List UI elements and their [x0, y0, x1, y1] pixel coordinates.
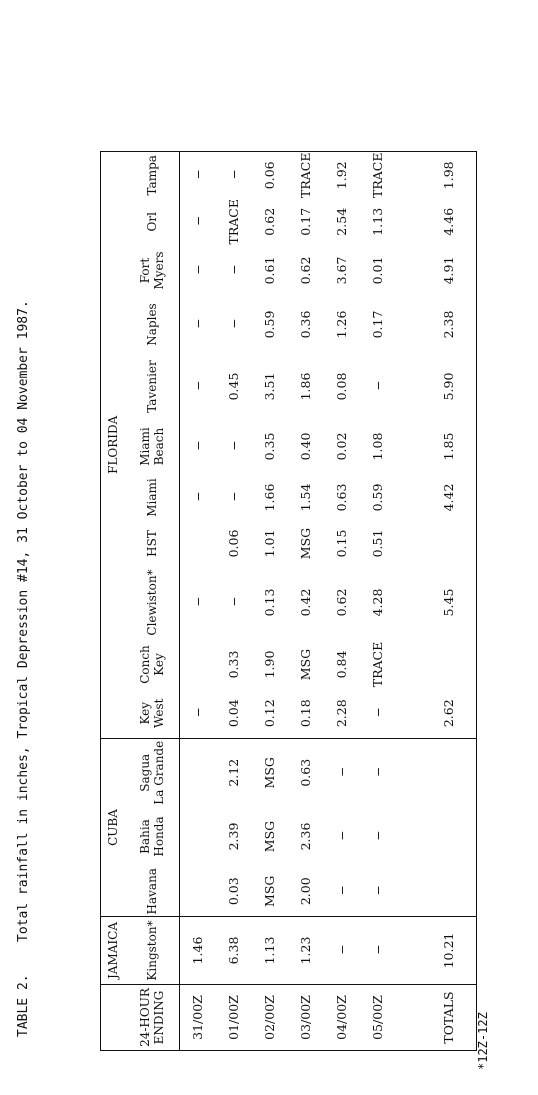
- table-cell: ---: [225, 321, 241, 328]
- column-header: [127, 689, 180, 739]
- table-cell: 0.62: [261, 207, 277, 236]
- spacer-cell: [396, 641, 422, 689]
- row-label: TOTALS: [440, 991, 456, 1044]
- spacer-cell: [396, 297, 422, 353]
- table-cell: ---: [189, 443, 205, 450]
- table-cell: [422, 739, 477, 807]
- table-cell: 1.66: [261, 483, 277, 512]
- table-cell: 0.15: [333, 529, 349, 558]
- table-cell: 10.21: [422, 917, 477, 985]
- column-header-line: Bahia: [138, 819, 153, 854]
- table-cell: 0.45: [225, 372, 241, 401]
- table-cell: 2.38: [440, 310, 456, 339]
- column-header-line: Tampa: [145, 155, 160, 196]
- table-cell: MSG: [252, 867, 288, 917]
- column-header-line: 24-HOUR: [138, 988, 153, 1047]
- table-cell: ---: [189, 267, 205, 274]
- column-header: [127, 151, 180, 199]
- table-row: [216, 151, 252, 1050]
- column-header-line: Conch: [138, 645, 153, 684]
- caption-text: Total rainfall in inches, Tropical Depression #14, 31 October to 04 November 1987.: [16, 300, 31, 942]
- column-header-line: ENDING: [152, 990, 166, 1045]
- spacer-cell: [396, 151, 422, 199]
- table-cell: ---: [225, 494, 241, 501]
- table-cell: 0.03: [216, 867, 252, 917]
- table-cell: 0.01: [369, 256, 385, 285]
- row-label: 01/00Z: [225, 995, 241, 1040]
- table-cell: 0.06: [261, 161, 277, 190]
- caption-label: TABLE 2.: [16, 974, 31, 1037]
- table-cell: 2.39: [225, 822, 241, 851]
- table-cell: ---: [360, 867, 396, 917]
- table-cell: 5.90: [440, 372, 456, 401]
- table-cell: 0.63: [297, 758, 313, 787]
- table-cell: [180, 867, 217, 917]
- column-header-line: HST: [145, 530, 160, 557]
- column-header-line: Beach: [152, 427, 166, 466]
- column-header-line: Naples: [145, 303, 160, 346]
- column-header: [127, 297, 180, 353]
- row-label: 04/00Z: [333, 995, 349, 1040]
- column-header: [127, 353, 180, 421]
- table-cell: 0.61: [261, 256, 277, 285]
- table-cell: 1.46: [180, 917, 217, 985]
- table-cell: [180, 641, 217, 689]
- group-header: JAMAICA: [101, 917, 128, 985]
- table-cell: 0.17: [297, 207, 313, 236]
- table-cell: ---: [360, 689, 396, 739]
- table-cell: 0.06: [225, 529, 241, 558]
- table-cell: 0.59: [369, 483, 385, 512]
- table-cell: [422, 641, 477, 689]
- table-cell: 0.62: [297, 256, 313, 285]
- spacer-cell: [396, 917, 422, 985]
- table-cell: ---: [225, 267, 241, 274]
- spacer-cell: [396, 867, 422, 917]
- table-cell: 2.62: [422, 689, 477, 739]
- column-header-line: Fort: [138, 257, 153, 284]
- table-cell: MSG: [261, 820, 277, 853]
- table-cell: 0.33: [225, 650, 241, 679]
- table-cell: 3.67: [333, 256, 349, 285]
- group-header: CUBA: [101, 739, 128, 917]
- spacer-cell: [396, 421, 422, 473]
- table-cell: TRACE: [297, 152, 313, 199]
- row-label: 03/00Z: [297, 995, 313, 1040]
- table-cell: 0.62: [333, 588, 349, 617]
- spacer-cell: [396, 689, 422, 739]
- table-cell: 3.51: [261, 372, 277, 401]
- table-cell: 2.36: [297, 822, 313, 851]
- column-header: [127, 641, 180, 689]
- table-cell: ---: [180, 689, 217, 739]
- table-cell: ---: [360, 917, 396, 985]
- spacer-cell: [396, 565, 422, 641]
- column-header-line: Honda: [152, 816, 166, 857]
- table-cell: [180, 523, 217, 565]
- column-header-line: Myers: [152, 251, 166, 290]
- table-cell: 0.18: [288, 689, 324, 739]
- table-cell: 0.59: [261, 310, 277, 339]
- table-cell: ---: [225, 443, 241, 450]
- table-cell: 4.42: [440, 483, 456, 512]
- column-header: [127, 917, 180, 985]
- table-cell: 1.98: [440, 161, 456, 190]
- table-cell: 0.40: [297, 432, 313, 461]
- table-cell: ---: [189, 599, 205, 606]
- row-label: 05/00Z: [369, 995, 385, 1040]
- spacer-row: [396, 151, 422, 1050]
- table-cell: 5.45: [440, 588, 456, 617]
- table-cell: [180, 739, 217, 807]
- table-cell: [422, 807, 477, 867]
- column-header: [127, 565, 180, 641]
- column-header-line: La Grande: [152, 740, 166, 805]
- table-cell: [180, 807, 217, 867]
- table-cell: [422, 523, 477, 565]
- table-cell: 4.91: [440, 256, 456, 285]
- table-row: [288, 151, 324, 1050]
- table-cell: ---: [189, 171, 205, 179]
- table-cell: ---: [189, 383, 205, 390]
- table-cell: TRACE: [369, 641, 385, 688]
- table-cell: 6.38: [216, 917, 252, 985]
- table-cell: 2.54: [333, 207, 349, 236]
- table-cell: 4.46: [440, 207, 456, 236]
- spacer-cell: [396, 985, 422, 1051]
- table-cell: 1.92: [333, 161, 349, 190]
- table-cell: [422, 867, 477, 917]
- table-cell: 0.42: [297, 588, 313, 617]
- table-cell: TRACE: [369, 152, 385, 199]
- table-cell: ---: [333, 769, 349, 777]
- column-header-line: Miami: [145, 478, 160, 517]
- column-header-line: Orl: [145, 212, 160, 232]
- table-cell: ---: [324, 917, 360, 985]
- table-cell: 0.36: [297, 310, 313, 339]
- country-group-row: [101, 151, 128, 1050]
- spacer-cell: [396, 473, 422, 523]
- spacer-cell: [396, 739, 422, 807]
- table-caption: [16, 300, 31, 1037]
- column-header-line: Sagua: [138, 753, 153, 792]
- totals-row: [422, 151, 477, 1050]
- column-header: [127, 473, 180, 523]
- column-header: [127, 421, 180, 473]
- column-header-line: Havana: [145, 868, 160, 915]
- column-header: [127, 985, 180, 1051]
- spacer-cell: [396, 807, 422, 867]
- table-cell: 0.13: [261, 588, 277, 617]
- column-header-line: West: [152, 698, 166, 728]
- table-cell: 0.12: [252, 689, 288, 739]
- table-cell: ---: [189, 321, 205, 328]
- column-header-line: Kingston*: [145, 920, 160, 981]
- column-header-line: Tavenier: [145, 360, 160, 413]
- table-row: [360, 151, 396, 1050]
- table-cell: 2.28: [324, 689, 360, 739]
- table-cell: 1.01: [261, 529, 277, 558]
- table-cell: ---: [369, 383, 385, 390]
- table-row: [324, 151, 360, 1050]
- table-cell: 1.13: [252, 917, 288, 985]
- table-row: [252, 151, 288, 1050]
- table-cell: 2.12: [225, 758, 241, 787]
- row-label: 02/00Z: [261, 995, 277, 1040]
- table-cell: 2.00: [288, 867, 324, 917]
- table-cell: 0.04: [216, 689, 252, 739]
- table-cell: 1.13: [369, 207, 385, 236]
- table-cell: ---: [333, 833, 349, 840]
- table-cell: 0.51: [369, 529, 385, 558]
- column-header: [127, 739, 180, 807]
- table-cell: 0.35: [261, 432, 277, 461]
- table-cell: ---: [225, 599, 241, 606]
- table-cell: 0.17: [369, 310, 385, 339]
- table-cell: 4.28: [369, 588, 385, 617]
- table-cell: 0.08: [333, 372, 349, 401]
- spacer-cell: [396, 523, 422, 565]
- table-cell: MSG: [297, 648, 313, 681]
- table-cell: 1.26: [333, 310, 349, 339]
- spacer-cell: [396, 353, 422, 421]
- column-header-line: Key: [138, 701, 153, 725]
- table-cell: ---: [369, 769, 385, 777]
- group-header: FLORIDA: [101, 151, 128, 738]
- table-cell: MSG: [261, 757, 277, 789]
- table-cell: ---: [189, 218, 205, 226]
- table-cell: ---: [189, 494, 205, 501]
- column-header: [127, 199, 180, 244]
- column-header: [127, 867, 180, 917]
- group-header: [101, 985, 128, 1051]
- rainfall-table: [100, 151, 477, 1051]
- table-row: [180, 151, 217, 1050]
- table-cell: ---: [324, 867, 360, 917]
- column-header-line: Clewiston*: [145, 569, 160, 636]
- column-header: [127, 807, 180, 867]
- table-cell: ---: [225, 171, 241, 179]
- row-label: 31/00Z: [189, 995, 205, 1040]
- column-header-line: Miami: [138, 427, 153, 466]
- table-cell: 1.86: [297, 372, 313, 401]
- table-cell: 1.54: [297, 483, 313, 512]
- spacer-cell: [396, 199, 422, 244]
- table-cell: 0.63: [333, 483, 349, 512]
- table-cell: MSG: [297, 527, 313, 560]
- column-header: [127, 245, 180, 297]
- column-header: [127, 523, 180, 565]
- table-body: [180, 151, 477, 1050]
- table-cell: 1.08: [369, 432, 385, 461]
- spacer-cell: [396, 245, 422, 297]
- table-cell: ---: [369, 833, 385, 840]
- column-header-row: [127, 151, 180, 1050]
- table-cell: 0.02: [333, 432, 349, 461]
- column-header-line: Key: [152, 653, 166, 676]
- table-cell: 0.84: [333, 650, 349, 679]
- footnote: *12Z-12Z: [476, 1012, 490, 1070]
- table-cell: 1.90: [261, 650, 277, 679]
- table-cell: TRACE: [225, 199, 241, 245]
- table-cell: 1.23: [288, 917, 324, 985]
- table-cell: 1.85: [440, 432, 456, 461]
